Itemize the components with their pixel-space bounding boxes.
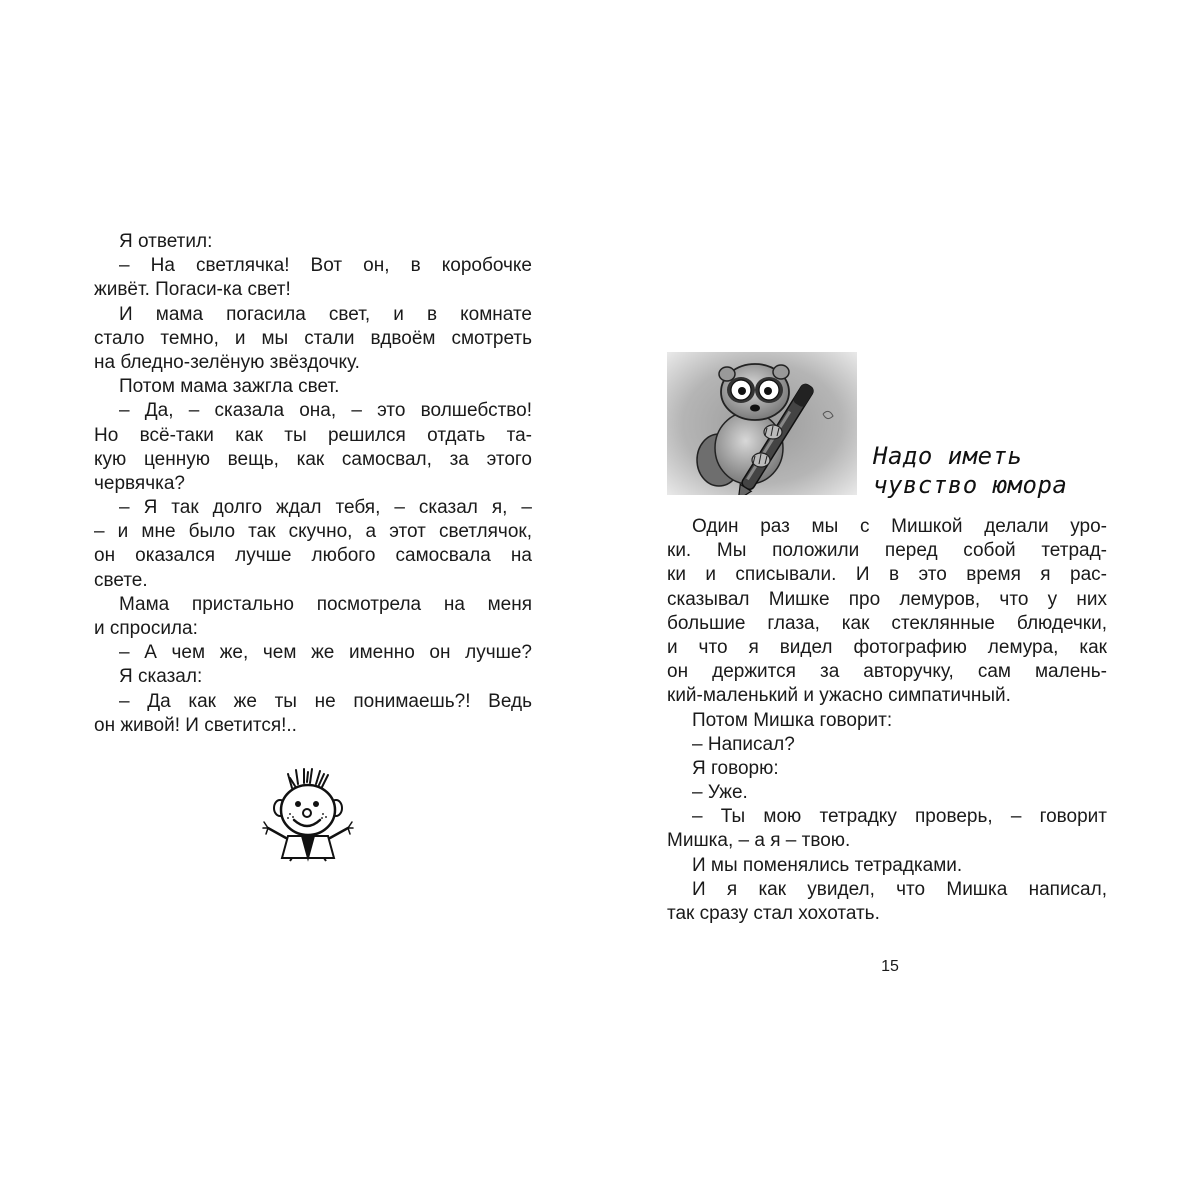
text-line: живёт. Погаси-ка свет!: [94, 279, 291, 301]
right-page: [667, 350, 1107, 926]
text-line: – Да, – сказала она, – это волшебство!: [119, 400, 532, 422]
text-line: Потом мама зажгла свет.: [119, 376, 340, 398]
text-line: И я как увидел, что Мишка написал,: [692, 878, 1107, 900]
text-line: он держится за авторучку, сам малень-: [667, 661, 1107, 683]
text-line: И мама погасила свет, и в комнате: [119, 303, 532, 325]
text-line: Я сказал:: [119, 666, 203, 688]
text-line: – А чем же, чем же именно он лучше?: [119, 642, 532, 664]
text-line: большие глаза, как стеклянные блюдечки,: [667, 612, 1107, 634]
text-line: И мы поменялись тетрадками.: [692, 854, 963, 876]
text-line: свете.: [94, 569, 148, 591]
text-line: – Я так долго ждал тебя, – сказал я, –: [119, 497, 532, 519]
text-line: – На светлячка! Вот он, в коробочке: [119, 255, 532, 277]
right-page-text: [667, 515, 1107, 926]
text-line: – Написал?: [692, 733, 795, 755]
text-line: сказывал Мишке про лемуров, что у них: [667, 588, 1107, 610]
text-line: Я говорю:: [692, 757, 779, 779]
left-page: [94, 230, 532, 738]
text-line: и спросила:: [94, 618, 198, 639]
text-line: кую ценную вещь, как самосвал, за этого: [94, 448, 532, 470]
chapter-header: [667, 350, 1107, 498]
text-line: ки и списывали. И в это время я рас-: [667, 564, 1107, 586]
text-line: кий-маленький и ужасно симпатичный.: [667, 685, 1011, 707]
text-line: червячка?: [94, 472, 185, 494]
text-line: – и мне было так скучно, а этот светлячок,: [94, 521, 532, 543]
text-line: Потом Мишка говорит:: [692, 709, 893, 731]
text-line: Мишка, – а я – твою.: [667, 830, 851, 852]
lemur-with-pen-illustration: [667, 352, 857, 495]
chapter-title-line: чувство юмора: [873, 471, 1068, 499]
text-line: – Ты мою тетрадку проверь, – говорит: [692, 806, 1107, 828]
chapter-title-line: Надо иметь: [873, 442, 1023, 470]
text-line: – Уже.: [692, 782, 748, 804]
text-line: – Да как же ты не понимаешь?! Ведь: [119, 690, 532, 712]
text-line: стало темно, и мы стали вдвоём смотреть: [94, 327, 532, 349]
text-line: Один раз мы с Мишкой делали уро-: [692, 516, 1107, 537]
text-line: ки. Мы положили перед собой тетрад-: [667, 540, 1107, 562]
text-line: на бледно-зелёную звёздочку.: [94, 351, 360, 373]
text-line: Я ответил:: [119, 231, 213, 252]
text-line: он живой! И светится!..: [94, 714, 297, 736]
text-line: он оказался лучше любого самосвала на: [94, 545, 532, 567]
chapter-title: [873, 442, 1067, 500]
text-line: так сразу стал хохотать.: [667, 903, 880, 924]
text-line: Но всё-таки как ты решился отдать та-: [94, 424, 532, 446]
text-line: и что я видел фотографию лемура, как: [667, 636, 1107, 658]
left-page-text: [94, 230, 532, 738]
page-number: 15: [881, 958, 899, 975]
text-line: Мама пристально посмотрела на меня: [119, 593, 532, 615]
boy-doodle-illustration: [262, 766, 354, 862]
